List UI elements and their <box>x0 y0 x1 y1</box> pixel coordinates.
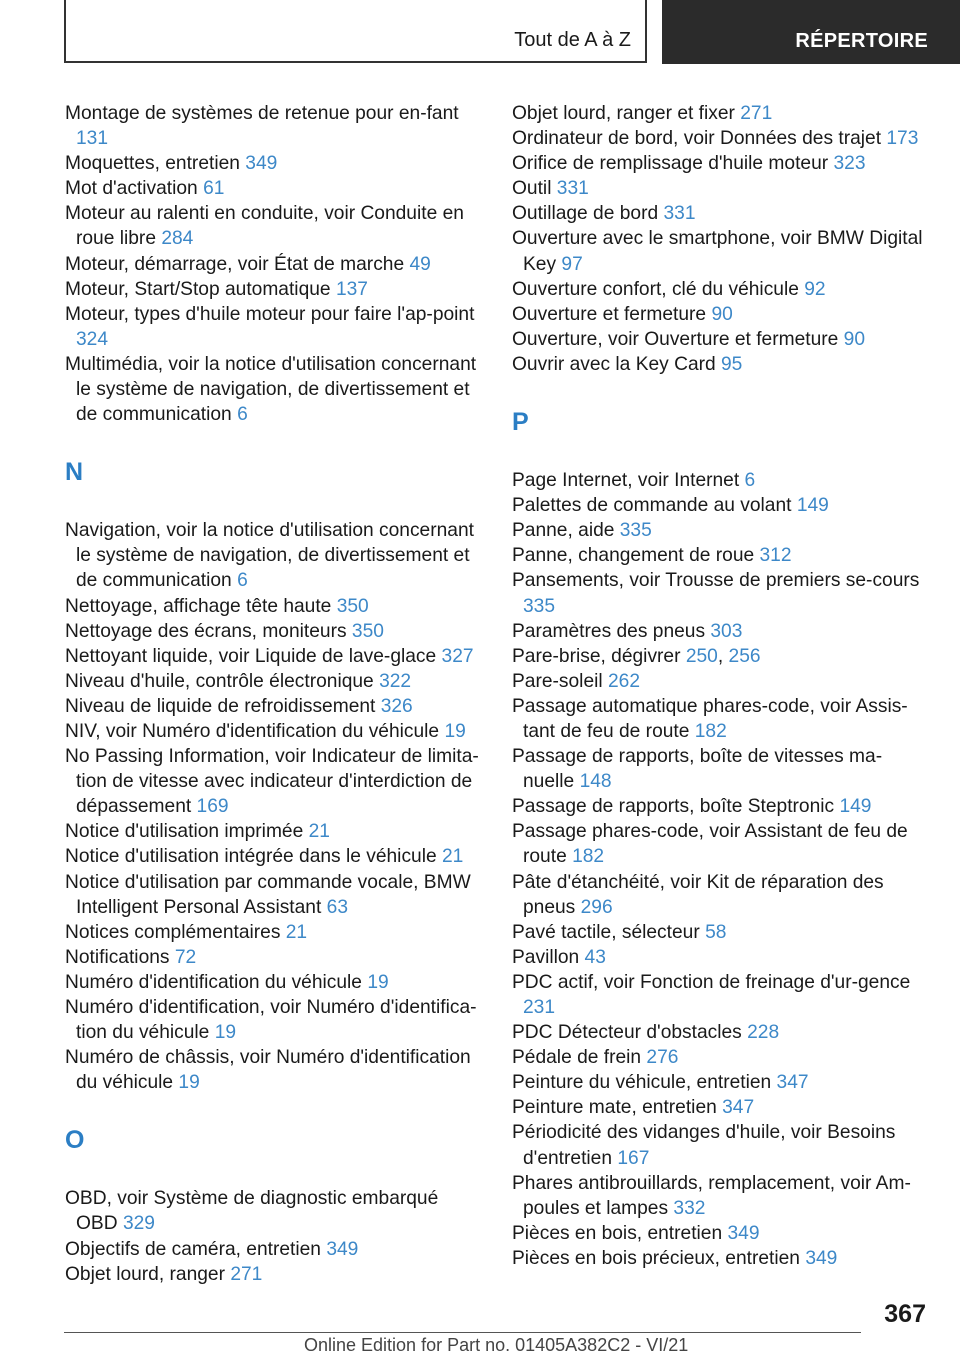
index-entry-text: Périodicité des vidanges d'huile, voir Besoins d'entretien <box>512 1122 896 1169</box>
index-entry <box>65 995 485 1045</box>
page-reference-link[interactable]: 90 <box>711 303 733 325</box>
index-entry-text: Panne, changement de roue <box>512 545 755 567</box>
index-entry-text: Pièces en bois, entretien <box>512 1222 723 1244</box>
section-tab-label: Tout de A à Z <box>514 29 631 51</box>
index-entry-text: Moteur, démarrage, voir État de marche <box>65 253 405 275</box>
chapter-tab-label: RÉPERTOIRE <box>795 30 928 52</box>
edition-note: Online Edition for Part no. 01405A382C2 - VI/21 <box>304 1335 689 1355</box>
index-entry <box>512 518 932 543</box>
index-entry <box>65 970 485 995</box>
index-entry-text: Objet lourd, ranger et fixer <box>512 103 735 124</box>
page-number: 367 <box>884 1300 926 1328</box>
index-entry <box>65 1186 485 1236</box>
page-reference-link[interactable]: 21 <box>285 921 308 943</box>
index-entry-text: Phares antibrouillards, remplacement, voir Am-poules et lampes <box>512 1172 911 1219</box>
index-entry <box>512 1246 932 1271</box>
page-reference-link[interactable]: 349 <box>245 153 278 175</box>
index-entry-text: Ouvrir avec la Key Card <box>512 353 716 375</box>
page-reference-link[interactable]: 312 <box>759 545 792 567</box>
page-reference-link[interactable]: 262 <box>608 670 641 692</box>
page-reference-link[interactable]: 95 <box>721 353 743 375</box>
index-entry-text: PDC actif, voir Fonction de freinage d'ur-gence <box>512 971 911 993</box>
index-entry-text: Passage phares-code, voir Assistant de feu de route <box>512 821 908 868</box>
index-column-right <box>512 101 932 1271</box>
index-entry-text: Numéro d'identification du véhicule <box>65 971 362 993</box>
index-entry <box>65 151 485 176</box>
index-entry-text: Numéro de châssis, voir Numéro d'identification du véhicule <box>65 1047 471 1094</box>
page-reference-link[interactable]: 182 <box>694 720 727 742</box>
index-entry <box>65 844 485 869</box>
index-entry <box>65 176 485 201</box>
page-reference-link[interactable]: 137 <box>335 278 368 300</box>
index-entry <box>65 201 485 251</box>
index-entry <box>512 794 932 819</box>
index-entry <box>65 644 485 669</box>
page-reference-link[interactable]: 43 <box>584 946 606 968</box>
index-entry-text: Nettoyant liquide, voir Liquide de lave-glace <box>65 645 437 667</box>
index-entry <box>65 669 485 694</box>
page-reference-link[interactable]: 21 <box>308 821 330 843</box>
page-reference-link[interactable]: 169 <box>196 796 229 818</box>
page-reference-link[interactable]: 231 <box>523 997 556 1018</box>
page-reference-link[interactable]: 90 <box>843 328 865 350</box>
index-entry <box>512 277 932 302</box>
footer-divider <box>64 1332 861 1333</box>
index-entry-text: Peinture mate, entretien <box>512 1097 717 1119</box>
index-entry-text: Moteur au ralenti en conduite, voir Conduite en roue libre <box>65 203 464 250</box>
index-entry-text: Outil <box>512 178 552 200</box>
index-entry <box>512 1070 932 1095</box>
index-entry <box>512 226 932 276</box>
index-entry-text: Notice d'utilisation par commande vocale, BMW Intelligent Personal Assistant <box>65 871 471 918</box>
index-entry-text: Moquettes, entretien <box>65 153 240 175</box>
index-entry <box>65 744 485 819</box>
index-entry: Pare-brise, dégivrer 250, 256 <box>512 645 761 667</box>
index-entry <box>512 669 932 694</box>
page-reference-link[interactable]: 349 <box>805 1247 838 1269</box>
index-entry-text: Ouverture confort, clé du véhicule <box>512 278 799 300</box>
index-entry-text: Pavé tactile, sélecteur <box>512 921 700 943</box>
index-entry <box>512 694 932 744</box>
index-entry <box>65 277 485 302</box>
index-entry-text: Ordinateur de bord, voir Données des trajet <box>512 128 882 150</box>
index-column-left <box>65 101 485 1287</box>
page-reference-link[interactable]: 350 <box>336 595 369 617</box>
page-reference-link[interactable]: 6 <box>744 470 756 492</box>
page-reference-link[interactable]: 228 <box>747 1022 780 1044</box>
chapter-tab[interactable] <box>662 0 960 64</box>
index-entry-text: OBD, voir Système de diagnostic embarqué OBD <box>65 1188 439 1235</box>
index-entry-text: Objectifs de caméra, entretien <box>65 1238 321 1260</box>
index-entry <box>65 594 485 619</box>
section-tab[interactable] <box>64 0 647 63</box>
index-entry <box>512 1221 932 1246</box>
index-entry-text: Notice d'utilisation imprimée <box>65 821 304 843</box>
page-reference-link[interactable]: 250 <box>685 645 718 667</box>
page-reference-link[interactable]: 19 <box>178 1072 200 1094</box>
index-entry-text: Nettoyage, affichage tête haute <box>65 595 332 617</box>
page-reference-link[interactable]: 271 <box>740 103 773 124</box>
page-reference-link[interactable]: 335 <box>523 595 556 617</box>
index-entry-text: Ouverture, voir Ouverture et fermeture <box>512 328 839 350</box>
index-entry-text: Panne, aide <box>512 520 615 542</box>
page-reference-link[interactable]: 296 <box>580 896 613 918</box>
page-reference-link[interactable]: 63 <box>326 896 349 918</box>
index-entry-text: Ouverture et fermeture <box>512 303 707 325</box>
index-entry-text: No Passing Information, voir Indicateur de limita-tion de vitesse avec indicateur d'interdiction de dépassement <box>65 746 479 818</box>
page-reference-link[interactable]: 19 <box>367 971 389 993</box>
page-reference-link[interactable]: 149 <box>839 796 872 818</box>
index-entry <box>65 302 485 352</box>
page-reference-link[interactable]: 6 <box>237 404 248 426</box>
index-entry-text: Mot d'activation <box>65 178 198 200</box>
page-reference-link[interactable]: 271 <box>230 1263 263 1285</box>
index-entry <box>512 493 932 518</box>
page-reference-link[interactable]: 131 <box>76 128 109 150</box>
index-entry-text: PDC Détecteur d'obstacles <box>512 1022 742 1044</box>
index-entry <box>65 694 485 719</box>
index-entry-text: Notifications <box>65 946 170 968</box>
page-reference-link[interactable]: 335 <box>619 520 652 542</box>
index-entry <box>512 970 932 1020</box>
index-entry <box>65 619 485 644</box>
index-entry-text: Peinture du véhicule, entretien <box>512 1072 772 1094</box>
page-reference-link[interactable]: 349 <box>727 1222 760 1244</box>
page-reference-link[interactable]: 256 <box>728 645 761 667</box>
index-letter-heading: P <box>512 408 529 437</box>
index-entry <box>512 819 932 869</box>
page-reference-link[interactable]: 61 <box>203 178 225 200</box>
index-entry <box>512 945 932 970</box>
index-entry-text: Pièces en bois précieux, entretien <box>512 1247 800 1269</box>
index-entry-text: Pare-soleil <box>512 670 603 692</box>
page-reference-link[interactable]: 49 <box>409 253 431 275</box>
page-reference-link[interactable]: 92 <box>804 278 826 300</box>
index-entry <box>512 1095 932 1120</box>
index-entry-text: Pansements, voir Trousse de premiers se-cours <box>512 570 920 592</box>
index-entry-text: Pare-brise, dégivrer <box>512 645 681 667</box>
index-entry-text: Orifice de remplissage d'huile moteur <box>512 153 829 175</box>
index-entry <box>512 126 932 151</box>
page-reference-link[interactable]: 331 <box>556 178 589 200</box>
page-reference-link[interactable]: 149 <box>796 495 829 517</box>
page-reference-link[interactable]: 19 <box>444 720 466 742</box>
index-entry-text: Objet lourd, ranger <box>65 1263 225 1285</box>
index-entry-text: Passage de rapports, boîte de vitesses ma-nuelle <box>512 746 883 793</box>
page-reference-link[interactable]: 332 <box>673 1197 706 1219</box>
index-entry-text: Moteur, types d'huile moteur pour faire l'ap-point <box>65 303 475 325</box>
page-reference-link[interactable]: 329 <box>122 1213 155 1235</box>
index-entry-text: Notices complémentaires <box>65 921 281 943</box>
index-entry <box>65 1262 485 1287</box>
index-entry-text: Navigation, voir la notice d'utilisation concernant le système de navigation, de divertissement et de communication <box>65 520 474 592</box>
index-entry <box>65 719 485 744</box>
page-reference-link[interactable]: 326 <box>380 695 413 717</box>
page-reference-link[interactable]: 182 <box>572 846 605 868</box>
index-entry-text: Numéro d'identification, voir Numéro d'identifica-tion du véhicule <box>65 997 477 1044</box>
index-entry-text: Pavillon <box>512 946 580 968</box>
index-entry <box>65 252 485 277</box>
index-entry <box>512 1045 932 1070</box>
index-entry <box>512 101 932 126</box>
page-reference-link[interactable]: 276 <box>646 1047 679 1069</box>
page-reference-link[interactable]: 284 <box>161 228 194 250</box>
index-entry <box>512 1171 932 1221</box>
index-entry <box>65 1237 485 1262</box>
page-reference-link[interactable]: 324 <box>76 328 109 350</box>
index-entry-text: Passage automatique phares-code, voir Assis-tant de feu de route <box>512 695 908 742</box>
index-letter-heading: O <box>65 1126 85 1155</box>
index-entry <box>512 352 932 377</box>
page-reference-link[interactable]: 350 <box>351 620 384 642</box>
index-entry-text: NIV, voir Numéro d'identification du véhicule <box>65 720 440 742</box>
index-entry <box>512 870 932 920</box>
index-entry <box>65 352 485 427</box>
page-reference-link[interactable]: 167 <box>617 1147 650 1169</box>
index-entry-text: Niveau d'huile, contrôle électronique <box>65 670 374 692</box>
index-entry <box>512 327 932 352</box>
page-reference-link[interactable]: 72 <box>174 946 197 968</box>
page-reference-link[interactable]: 327 <box>441 645 474 667</box>
index-entry-text: Page Internet, voir Internet <box>512 470 740 492</box>
page-reference-link[interactable]: 148 <box>579 771 612 793</box>
index-entry <box>512 151 932 176</box>
page-reference-link[interactable]: 97 <box>561 253 583 275</box>
index-entry-text: Multimédia, voir la notice d'utilisation concernant le système de navigation, de divertissement et de communication <box>65 353 477 426</box>
index-entry-text: Niveau de liquide de refroidissement <box>65 695 376 717</box>
index-entry-text: Nettoyage des écrans, moniteurs <box>65 620 347 642</box>
page-reference-link[interactable]: 6 <box>237 570 248 592</box>
index-entry-text: Moteur, Start/Stop automatique <box>65 278 331 300</box>
index-entry-text: Notice d'utilisation intégrée dans le véhicule <box>65 846 437 868</box>
index-entry <box>65 945 485 970</box>
page-reference-link[interactable]: 331 <box>663 203 696 225</box>
index-entry-text: Paramètres des pneus <box>512 620 706 642</box>
index-entry <box>65 870 485 920</box>
index-entry <box>512 744 932 794</box>
index-letter-heading: N <box>65 458 84 487</box>
index-entry <box>512 568 932 618</box>
index-entry <box>512 302 932 327</box>
index-entry-text: Passage de rapports, boîte Steptronic <box>512 796 835 818</box>
index-entry <box>512 543 932 568</box>
page-reference-link[interactable]: 173 <box>886 128 919 150</box>
index-entry-text: Pédale de frein <box>512 1047 642 1069</box>
index-entry-text: Palettes de commande au volant <box>512 495 792 517</box>
index-entry <box>512 619 932 644</box>
index-entry <box>512 1020 932 1045</box>
index-entry <box>512 920 932 945</box>
page-reference-link[interactable]: 349 <box>326 1238 359 1260</box>
page-reference-link[interactable]: 323 <box>833 153 866 175</box>
page-reference-link[interactable]: 58 <box>705 921 727 943</box>
index-entry <box>512 1120 932 1170</box>
page-reference-link[interactable]: 21 <box>442 846 464 868</box>
index-entry <box>65 1045 485 1095</box>
page-reference-link[interactable]: 347 <box>722 1097 755 1119</box>
page-reference-link[interactable]: 303 <box>710 620 743 642</box>
index-entry <box>512 468 932 493</box>
index-entry <box>65 101 485 151</box>
index-entry-text: Outillage de bord <box>512 203 659 225</box>
index-entry <box>65 819 485 844</box>
index-entry-text: Pâte d'étanchéité, voir Kit de réparation des pneus <box>512 871 884 918</box>
page-reference-link[interactable]: 322 <box>379 670 412 692</box>
index-entry-text: Ouverture avec le smartphone, voir BMW Digital Key <box>512 228 923 275</box>
page-reference-link[interactable]: 19 <box>214 1022 237 1044</box>
index-entry <box>65 518 485 593</box>
index-entry <box>65 920 485 945</box>
index-entry <box>512 176 932 201</box>
page-reference-link[interactable]: 347 <box>776 1072 809 1094</box>
index-entry <box>512 201 932 226</box>
index-entry-text: Montage de systèmes de retenue pour en-fant <box>65 103 459 124</box>
